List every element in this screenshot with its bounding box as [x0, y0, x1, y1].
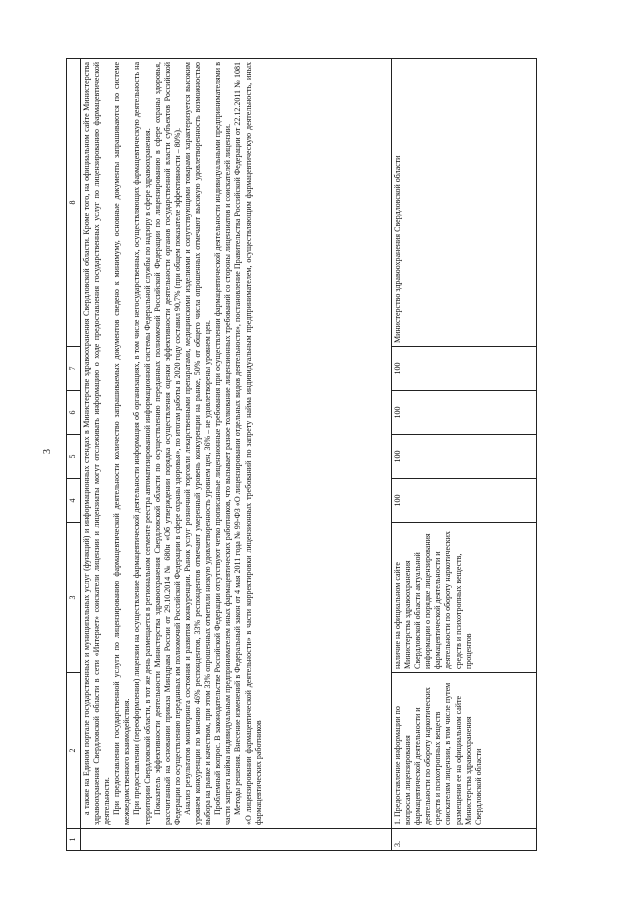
- value-col-4: 100: [392, 479, 537, 523]
- paragraph-efficiency: Показатель эффективности деятельности Министерства здравоохранения Свердловской области по осуществлению переданных полномочий Российской Федерации по лицензированию в сфере охраны здоровья, рассчитанный на основании приказа Минздрава России от 29.10.2014 № 680н «Об утверждении порядка осуществления оценки эффективности деятельности органов государственной власти субъектов Российской Федерации по осуществлению переданных им полномочий Российской Федерации в сфере охраны здоровья», по итогам работы в 2020 году составил 90,7% (при общем показателе эффективности – 80%).: [152, 62, 182, 825]
- rotated-table-wrapper: [66, 59, 573, 851]
- page-number: 3: [42, 449, 53, 454]
- header-col-7: 7: [67, 347, 81, 391]
- header-col-5: 5: [67, 435, 81, 479]
- continuation-row: [81, 59, 392, 851]
- paragraph-portal: а также на Едином портале государственных и муниципальных услуг (функций) и информационных стендах в Министерстве здравоохранения Свердловской области. Кроме того, на официальном сайте Министерства здравоохранения Свердловской области в сети «Интернет» соискатели лицензии и лицензиаты могут отслеживать информацию о ходе предоставления государственных услуг по лицензированию фармацевтической деятельности.: [82, 62, 112, 825]
- row-number: 3.: [392, 829, 537, 851]
- paragraph-problem: Проблемный вопрос. В законодательстве Российской Федерации отсутствуют четко прописанные лицензионные требования при осуществлении фармацевтической деятельности индивидуальными предпринимателями в части запрета найма индивидуальным предпринимателем иных фармацевтических работников, что вызывает разное толкование лицензионных требований со стороны лицензиатов и соискателей лицензии.: [213, 62, 233, 825]
- measures-table: [66, 58, 537, 851]
- paragraph-analysis: Анализ результатов мониторинга состояния и развития конкуренции. Рынок услуг розничной торговли лекарственными препаратами, медицинскими изделиями и сопутствующими товарами характеризуется высоким уровнем конкуренции по мнению 46% респондентов, 33% респондентов отмечают умеренный уровень конкуренции на рынке, 50% от общего числа опрошенных отмечают высокую удовлетворенность возможностью выбора на рынке и качеством, при этом 33% опрошенных отметили низкую удовлетворенность уровнем цен, 36% – не удовлетворены уровнем цен.: [182, 62, 213, 825]
- continuation-num-cell: [81, 829, 392, 851]
- value-col-5: 100: [392, 435, 537, 479]
- paragraph-documents: При предоставлении государственной услуги по лицензированию фармацевтической деятельности количество запрашиваемых документов сведено к минимуму, основные документы запрашиваются по системе межведомственного взаимодействия.: [112, 62, 132, 825]
- header-col-3: 3: [67, 523, 81, 673]
- indicator-cell: наличие на официальном сайте Министерства здравоохранения Свердловской области актуальной информации о порядке лицензирования фармацевтической деятельности и деятельности по обороту наркотических средств и психотропных веществ, процентов: [392, 523, 537, 673]
- table-row: [392, 59, 537, 851]
- value-col-7: 100: [392, 347, 537, 391]
- header-col-6: 6: [67, 391, 81, 435]
- header-col-4: 4: [67, 479, 81, 523]
- responsible-cell: Министерство здравоохранения Свердловской области: [392, 59, 537, 347]
- paragraph-methods: Методы решения. Внесение изменений в Федеральный закон от 4 мая 2011 года № 99-ФЗ «О лицензировании отдельных видов деятельности», постановление Правительства Российской Федерации от 22.12.2011 № 1081 «О лицензировании фармацевтической деятельности» в части корректировки лицензионных требований по запрету найма индивидуальным предпринимателем, осуществляющим фармацевтическую деятельность, иных фармацевтических работников: [233, 62, 263, 825]
- header-col-1: 1: [67, 829, 81, 851]
- header-col-2: 2: [67, 673, 81, 829]
- paragraph-registry: При предоставлении (переоформлении) лицензии на осуществление фармацевтической деятельности информация об организациях, в том числе негосударственных, осуществляющих фармацевтическую деятельность на территории Свердловской области, в тот же день размещается в региональном сегменте реестра автоматизированной информационной системы Федеральной службы по надзору в сфере здравоохранения.: [132, 62, 152, 825]
- measure-cell: 1. Предоставление информации по вопросам лицензирования фармацевтической деятельности и деятельности по обороту наркотических средств и психотропных веществ соискателям лицензии, в том числе путем размещения ее на официальном сайте Министерства здравоохранения Свердловской области: [392, 673, 537, 829]
- value-col-6: 100: [392, 391, 537, 435]
- header-col-8: 8: [67, 59, 81, 347]
- continuation-text-cell: [81, 59, 392, 829]
- header-row: [67, 59, 81, 851]
